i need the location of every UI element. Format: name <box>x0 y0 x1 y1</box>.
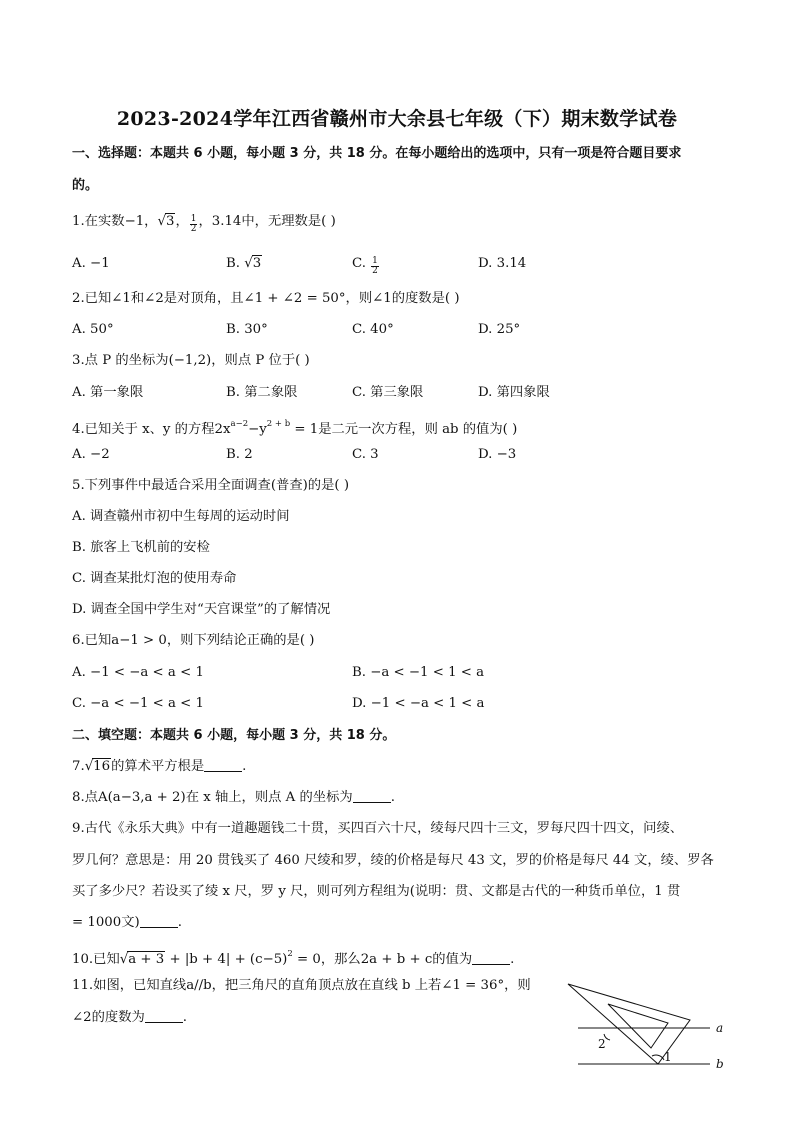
q3-option-d: D. 第四象限 <box>478 385 550 400</box>
q3-option-b: B. 第二象限 <box>226 385 298 400</box>
q3-option-a: A. 第一象限 <box>72 385 144 400</box>
q8-pre: 8.点A(a−3,a + 2)在 x 轴上，则点 A 的坐标为 <box>72 790 353 805</box>
q10-pre: 10.已知 <box>72 952 120 967</box>
section1-heading-text: 一、选择题：本题共 6 小题，每小题 3 分，共 18 分。在每小题给出的选项中，只有一项是符合题目要求 <box>72 146 682 161</box>
q11-figure <box>560 978 740 1078</box>
q11-end: . <box>182 1010 188 1025</box>
q1-stem <box>72 213 336 234</box>
angle-1-arc <box>652 1055 664 1060</box>
q1-sqrt-symbol: √ <box>157 214 166 229</box>
q1-option-d: D. 3.14 <box>478 256 527 271</box>
q1-c-pre: C. <box>352 256 371 271</box>
q9-line3: 买了多少尺？若设买了绫 x 尺，罗 y 尺，则可列方程组为(说明：贯、文都是古代的一种货币单位，1 贯 <box>72 884 681 899</box>
label-angle-1: 1 <box>664 1050 672 1064</box>
q4-option-c: C. 3 <box>352 447 379 462</box>
q1-b-radicand: 3 <box>252 256 262 271</box>
section2-heading-text: 二、填空题：本题共 6 小题，每小题 3 分，共 18 分。 <box>72 728 396 743</box>
q9-line4-text: = 1000文) <box>72 915 140 930</box>
q10-answer-blank[interactable] <box>472 951 510 965</box>
q7-sqrt-symbol: √ <box>84 759 94 774</box>
q1-frac-den: 2 <box>190 224 197 234</box>
q9-end: . <box>177 915 182 930</box>
q6-option-c: C. −a < −1 < a < 1 <box>72 696 204 711</box>
q1-option-a: A. −1 <box>72 256 110 271</box>
q1-sep: ， <box>175 214 189 229</box>
q6-option-a: A. −1 < −a < a < 1 <box>72 665 204 680</box>
q2-stem: 2.已知∠1和∠2是对顶角，且∠1 + ∠2 = 50°，则∠1的度数是( ) <box>72 291 460 306</box>
q11-line2-text: ∠2的度数为 <box>72 1010 145 1025</box>
q7-post: 的算术平方根是 <box>111 759 205 774</box>
q1-fraction <box>190 215 198 234</box>
q1-b-pre: B. <box>226 256 245 271</box>
q1-frac-num: 1 <box>190 214 197 224</box>
q4-pre: 4.已知关于 x、y 的方程2x <box>72 422 231 437</box>
q9-line4 <box>72 914 182 932</box>
q3-option-c: C. 第三象限 <box>352 385 424 400</box>
q8-end: . <box>390 790 395 805</box>
q7-radicand: 16 <box>93 759 111 774</box>
q4-stem <box>72 415 517 439</box>
q2-option-d: D. 25° <box>478 322 521 337</box>
q6-stem: 6.已知a−1 > 0，则下列结论正确的是( ) <box>72 633 315 648</box>
q1-c-den: 2 <box>372 266 378 276</box>
q3-stem: 3.点 P 的坐标为(−1,2)，则点 P 位于( ) <box>72 353 310 368</box>
section2-heading <box>72 727 395 745</box>
q5-option-a: A. 调查赣州市初中生每周的运动时间 <box>72 509 290 524</box>
label-b: b <box>716 1057 724 1071</box>
q4-mid: −y <box>248 422 267 437</box>
q4-option-a: A. −2 <box>72 447 110 462</box>
section1-heading-text2: 的。 <box>72 178 99 193</box>
q10-exp: 2 <box>287 949 293 959</box>
q8-answer-blank[interactable] <box>353 789 391 803</box>
q2-option-c: C. 40° <box>352 322 394 337</box>
q1-radicand: 3 <box>165 214 175 229</box>
q7-stem: 7.√16的算术平方根是 . <box>72 759 247 774</box>
q7-answer-blank[interactable] <box>204 758 242 772</box>
q4-exp2: 2 + b <box>266 419 291 429</box>
q10-post: = 0，那么2a + b + c的值为 <box>292 952 473 967</box>
q5-option-d: D. 调查全国中学生对“天宫课堂”的了解情况 <box>72 602 331 617</box>
label-a: a <box>716 1021 724 1035</box>
q7-end: . <box>242 759 247 774</box>
section1-heading <box>72 145 681 163</box>
q4-exp1: a−2 <box>230 419 249 429</box>
q2-option-a: A. 50° <box>72 322 114 337</box>
q10-sqrt-symbol: √ <box>119 952 129 967</box>
q1-option-b <box>226 255 262 273</box>
q5-stem: 5.下列事件中最适合采用全面调查(普查)的是( ) <box>72 478 350 493</box>
q10-end: . <box>510 952 515 967</box>
q2-option-b: B. 30° <box>226 322 268 337</box>
q1-b-sqrt-symbol: √ <box>244 256 253 271</box>
section1-heading-cont <box>72 177 98 195</box>
q1-post: ，3.14中，无理数是( ) <box>198 214 336 229</box>
q4-option-b: B. 2 <box>226 447 253 462</box>
q5-option-b: B. 旅客上飞机前的安检 <box>72 540 210 555</box>
q10-radicand: a + 3 <box>128 952 165 967</box>
q4-post: = 1是二元一次方程，则 ab 的值为( ) <box>290 422 518 437</box>
q10-stem <box>72 945 514 969</box>
q11-line2 <box>72 1009 187 1027</box>
q6-option-b: B. −a < −1 < 1 < a <box>352 665 485 680</box>
exam-title: 2023-2024学年江西省赣州市大余县七年级（下）期末数学试卷 <box>116 108 678 130</box>
q11-answer-blank[interactable] <box>145 1009 183 1023</box>
q5-option-c: C. 调查某批灯泡的使用寿命 <box>72 571 237 586</box>
q11-line1: 11.如图，已知直线a//b，把三角尺的直角顶点放在直线 b 上若∠1 = 36°，则 <box>72 978 531 993</box>
q9-answer-blank[interactable] <box>140 914 178 928</box>
q10-mid: + |b + 4| + (c−5) <box>165 952 288 967</box>
q4-option-d: D. −3 <box>478 447 517 462</box>
q1-option-c <box>352 255 380 276</box>
q1-c-num: 1 <box>372 256 378 266</box>
q9-line2: 罗几何？意思是：用 20 贯钱买了 460 尺绫和罗，绫的价格是每尺 43 文，罗的价格是每尺 44 文，绫、罗各 <box>72 853 714 868</box>
q1-c-fraction <box>371 257 379 276</box>
triangle-ruler-outer <box>568 984 690 1064</box>
q6-option-d: D. −1 < −a < 1 < a <box>352 696 485 711</box>
q1-pre: 1.在实数−1， <box>72 214 158 229</box>
label-angle-2: 2 <box>598 1037 606 1051</box>
q9-line1: 9.古代《永乐大典》中有一道趣题钱二十贯，买四百六十尺，绫每尺四十三文，罗每尺四十四文，问绫、 <box>72 821 684 836</box>
q8-stem <box>72 789 395 807</box>
